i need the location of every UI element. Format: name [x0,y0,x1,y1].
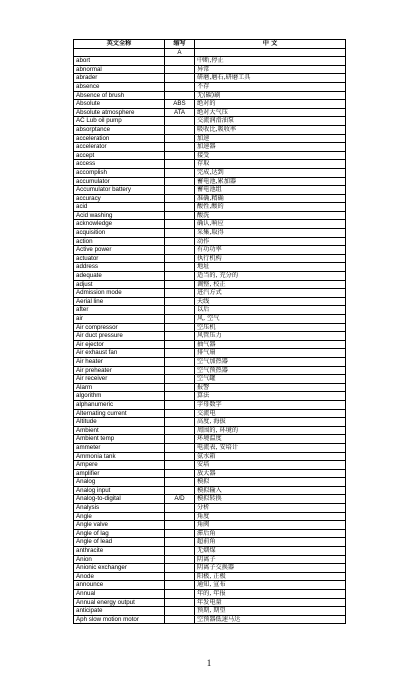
abbreviation [165,349,195,358]
english-term: Analog-to-digital [74,495,165,504]
chinese-term: 酸洗 [195,211,346,220]
chinese-term: 风管压力 [195,332,346,341]
english-term: Active power [74,246,165,255]
english-term: Angle of lag [74,529,165,538]
abbreviation [165,203,195,212]
table-row [74,409,346,418]
english-term: accomplish [74,168,165,177]
english-term: accuracy [74,194,165,203]
header-row [74,40,346,49]
english-term: acceleration [74,134,165,143]
english-term: Analog input [74,486,165,495]
chinese-term: 接受 [195,151,346,160]
table-row [74,383,346,392]
abbreviation [165,615,195,624]
abbreviation [165,332,195,341]
section-letter: A [165,48,195,57]
abbreviation [165,82,195,91]
chinese-term: 适当的, 充分的 [195,272,346,281]
abbreviation [165,134,195,143]
chinese-term: 蓄电池,累加器 [195,177,346,186]
abbreviation [165,246,195,255]
english-term: Annual [74,590,165,599]
abbreviation [165,289,195,298]
table-row [74,572,346,581]
abbreviation [165,590,195,599]
abbreviation [165,91,195,100]
table-row [74,220,346,229]
header-english: 英文全称 [74,40,165,49]
chinese-term: 报警 [195,383,346,392]
chinese-term: 通知, 宣布 [195,581,346,590]
table-row [74,392,346,401]
chinese-term: 动作 [195,237,346,246]
table-row [74,186,346,195]
table-row [74,521,346,530]
chinese-term: 绝对的 [195,100,346,109]
english-term: algorithm [74,392,165,401]
english-term: Ambient temp [74,435,165,444]
abbreviation [165,486,195,495]
chinese-term: 安培 [195,461,346,470]
chinese-term: 模拟转换 [195,495,346,504]
chinese-term: 空气预热器 [195,366,346,375]
abbreviation [165,65,195,74]
abbreviation [165,547,195,556]
english-term: Anion [74,555,165,564]
chinese-term: 调整, 校正 [195,280,346,289]
abbreviation [165,461,195,470]
table-row [74,332,346,341]
table-row [74,615,346,624]
english-term: Ammonia tank [74,452,165,461]
chinese-term: 氨水箱 [195,452,346,461]
abbreviation [165,74,195,83]
chinese-term: 阴离子交换器 [195,564,346,573]
chinese-term: 地址 [195,263,346,272]
chinese-term: 风, 空气 [195,315,346,324]
chinese-term: 执行机构 [195,254,346,263]
chinese-term: 中断,停止 [195,57,346,66]
chinese-term: 环境温度 [195,435,346,444]
abbreviation [165,383,195,392]
english-term: Analysis [74,504,165,513]
table-row [74,74,346,83]
abbreviation [165,177,195,186]
table-row [74,108,346,117]
table-row [74,478,346,487]
table-row [74,547,346,556]
table-row [74,323,346,332]
chinese-term: 交流电 [195,409,346,418]
table-row [74,495,346,504]
english-term: Alternating current [74,409,165,418]
abbreviation [165,529,195,538]
table-row [74,340,346,349]
english-term: Absolute [74,100,165,109]
abbreviation [165,194,195,203]
english-term: Air receiver [74,375,165,384]
chinese-term: 蓄电池组 [195,186,346,195]
chinese-term: 有功功率 [195,246,346,255]
table-row [74,160,346,169]
english-term: acquisition [74,229,165,238]
english-term: Absence of brush [74,91,165,100]
chinese-term: 异常 [195,65,346,74]
abbreviation [165,125,195,134]
table-row [74,452,346,461]
chinese-term: 交流润滑油泵 [195,117,346,126]
abbreviation [165,443,195,452]
table-row [74,555,346,564]
chinese-term: 加速 [195,134,346,143]
english-term: ammeter [74,443,165,452]
abbreviation [165,478,195,487]
english-term: address [74,263,165,272]
abbreviation [165,512,195,521]
glossary-table [73,39,346,624]
chinese-term: 无(碳)刷 [195,91,346,100]
english-term: acknowledge [74,220,165,229]
table-row [74,607,346,616]
abbreviation [165,151,195,160]
abbreviation [165,237,195,246]
english-term: access [74,160,165,169]
english-term: adequate [74,272,165,281]
english-term: Anionic exchanger [74,564,165,573]
chinese-term: 滞后角 [195,529,346,538]
english-term: absence [74,82,165,91]
chinese-term: 抽气器 [195,340,346,349]
section-row [74,48,346,57]
chinese-term: 分析 [195,504,346,513]
table-row [74,486,346,495]
header-chinese: 中 文 [195,40,346,49]
header-abbreviation: 缩写 [165,40,195,49]
chinese-term: 字母数字 [195,400,346,409]
english-term: Angle valve [74,521,165,530]
chinese-term: 角度 [195,512,346,521]
table-row [74,237,346,246]
abbreviation [165,452,195,461]
chinese-term: 空气罐 [195,375,346,384]
english-term: Aph slow motion motor [74,615,165,624]
english-term: accelerator [74,143,165,152]
english-term: alphanumeric [74,400,165,409]
table-row [74,443,346,452]
chinese-term: 天线 [195,297,346,306]
abbreviation [165,117,195,126]
table-row [74,82,346,91]
english-term: after [74,306,165,315]
english-term: Ambient [74,426,165,435]
english-term: Aerial line [74,297,165,306]
chinese-term: 空压机 [195,323,346,332]
abbreviation [165,168,195,177]
chinese-term: 高度, 海拔 [195,418,346,427]
table-row [74,315,346,324]
abbreviation [165,469,195,478]
abbreviation [165,229,195,238]
table-row [74,57,346,66]
abbreviation [165,220,195,229]
table-row [74,598,346,607]
chinese-term: 空预器低速马达 [195,615,346,624]
chinese-term: 预期, 期望 [195,607,346,616]
table-row [74,280,346,289]
table-row [74,564,346,573]
chinese-term: 采集,取得 [195,229,346,238]
chinese-term: 研磨,磨石,研磨工具 [195,74,346,83]
abbreviation [165,426,195,435]
abbreviation: ATA [165,108,195,117]
english-term: Air exhaust fan [74,349,165,358]
abbreviation [165,572,195,581]
chinese-term: 阳极, 正极 [195,572,346,581]
table-row [74,504,346,513]
table-row [74,246,346,255]
english-term: anticipate [74,607,165,616]
abbreviation [165,598,195,607]
table-row [74,177,346,186]
table-row [74,91,346,100]
chinese-term: 电流表, 安培计 [195,443,346,452]
english-term: Absolute atmosphere [74,108,165,117]
english-term: Admission mode [74,289,165,298]
table-row [74,461,346,470]
abbreviation [165,315,195,324]
abbreviation [165,409,195,418]
abbreviation [165,392,195,401]
english-term: acid [74,203,165,212]
chinese-term: 超前角 [195,538,346,547]
table-row [74,272,346,281]
abbreviation [165,418,195,427]
table-row [74,117,346,126]
english-term: action [74,237,165,246]
abbreviation [165,297,195,306]
abbreviation [165,340,195,349]
abbreviation [165,306,195,315]
english-term: accept [74,151,165,160]
table-row [74,400,346,409]
abbreviation [165,538,195,547]
english-term: air [74,315,165,324]
table-row [74,65,346,74]
english-term: adjust [74,280,165,289]
chinese-term: 算法 [195,392,346,401]
english-term: Acid washing [74,211,165,220]
english-term: absorptance [74,125,165,134]
table-row [74,418,346,427]
table-row [74,168,346,177]
english-term: Analog [74,478,165,487]
english-term: AC Lub oil pump [74,117,165,126]
table-row [74,357,346,366]
abbreviation [165,366,195,375]
abbreviation [165,323,195,332]
section-empty-right [195,48,346,57]
table-row [74,581,346,590]
table-row [74,211,346,220]
abbreviation: ABS [165,100,195,109]
abbreviation: A/D [165,495,195,504]
chinese-term: 空气加热器 [195,357,346,366]
english-term: Air duct pressure [74,332,165,341]
table-row [74,435,346,444]
english-term: Alarm [74,383,165,392]
section-empty-left [74,48,165,57]
english-term: abort [74,57,165,66]
table-row [74,254,346,263]
abbreviation [165,400,195,409]
chinese-term: 年的, 年报 [195,590,346,599]
abbreviation [165,272,195,281]
chinese-term: 加速器 [195,143,346,152]
table-row [74,590,346,599]
chinese-term: 酸性,酸的 [195,203,346,212]
chinese-term: 模拟输入 [195,486,346,495]
english-term: abnormal [74,65,165,74]
table-row [74,349,346,358]
table-row [74,125,346,134]
table-row [74,151,346,160]
table-row [74,375,346,384]
table-row [74,143,346,152]
table-row [74,529,346,538]
english-term: Angle [74,512,165,521]
abbreviation [165,280,195,289]
abbreviation [165,504,195,513]
english-term: Ampere [74,461,165,470]
table-row [74,263,346,272]
table-row [74,366,346,375]
english-term: amplifier [74,469,165,478]
english-term: anthracite [74,547,165,556]
table-row [74,512,346,521]
english-term: Air preheater [74,366,165,375]
table-row [74,134,346,143]
abbreviation [165,375,195,384]
english-term: accumulator [74,177,165,186]
table-row [74,203,346,212]
english-term: abrader [74,74,165,83]
abbreviation [165,160,195,169]
table-row [74,538,346,547]
chinese-term: 无烟煤 [195,547,346,556]
chinese-term: 完成,达到 [195,168,346,177]
abbreviation [165,186,195,195]
english-term: Altitude [74,418,165,427]
abbreviation [165,254,195,263]
chinese-term: 不存 [195,82,346,91]
table-row [74,100,346,109]
chinese-term: 模拟 [195,478,346,487]
chinese-term: 排气扇 [195,349,346,358]
chinese-term: 绝对大气压 [195,108,346,117]
english-term: Angle of lead [74,538,165,547]
abbreviation [165,564,195,573]
table-row [74,194,346,203]
chinese-term: 确认,响应 [195,220,346,229]
chinese-term: 准确,精确 [195,194,346,203]
chinese-term: 年发电量 [195,598,346,607]
chinese-term: 进汽方式 [195,289,346,298]
abbreviation [165,521,195,530]
chinese-term: 以后 [195,306,346,315]
chinese-term: 阴离子 [195,555,346,564]
english-term: Anode [74,572,165,581]
abbreviation [165,435,195,444]
abbreviation [165,57,195,66]
abbreviation [165,581,195,590]
table-row [74,229,346,238]
english-term: Accumulator battery [74,186,165,195]
table-row [74,289,346,298]
table-row [74,469,346,478]
table-row [74,306,346,315]
chinese-term: 存取 [195,160,346,169]
english-term: announce [74,581,165,590]
abbreviation [165,263,195,272]
english-term: Air compressor [74,323,165,332]
table-row [74,297,346,306]
english-term: Annual energy output [74,598,165,607]
chinese-term: 放大器 [195,469,346,478]
english-term: Air ejector [74,340,165,349]
abbreviation [165,357,195,366]
table-row [74,426,346,435]
abbreviation [165,607,195,616]
page-number: 1 [206,658,212,668]
english-term: actuator [74,254,165,263]
abbreviation [165,555,195,564]
chinese-term: 角阀 [195,521,346,530]
english-term: Air heater [74,357,165,366]
abbreviation [165,211,195,220]
abbreviation [165,143,195,152]
chinese-term: 吸收比,吸收率 [195,125,346,134]
chinese-term: 周围的, 环境的 [195,426,346,435]
